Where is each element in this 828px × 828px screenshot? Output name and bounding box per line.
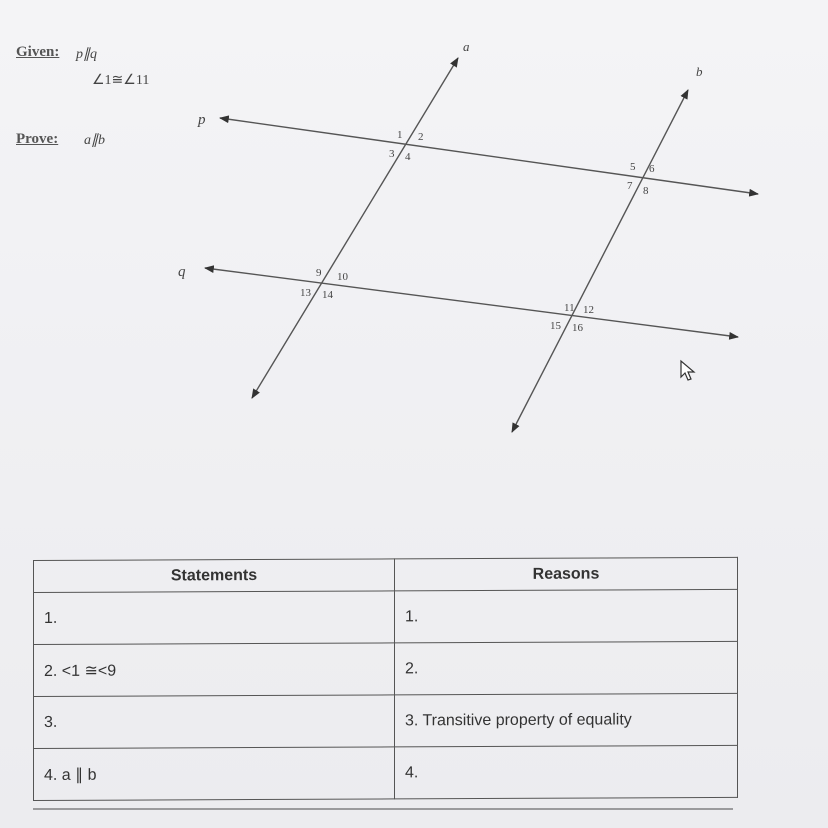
statement-3[interactable]: 3.	[34, 695, 395, 749]
angle-6: 6	[649, 163, 655, 175]
header-statements: Statements	[34, 559, 395, 593]
angle-2: 2	[418, 131, 424, 143]
statement-2[interactable]: 2. <1 ≅<9	[34, 643, 395, 697]
angle-10: 10	[337, 271, 348, 283]
reason-1[interactable]: 1.	[395, 589, 738, 642]
statement-4[interactable]: 4. a ∥ b	[34, 747, 395, 801]
line-q	[205, 268, 738, 337]
angle-13: 13	[300, 287, 311, 299]
line-a	[252, 58, 458, 398]
page-divider	[33, 808, 733, 810]
angle-9: 9	[316, 267, 322, 279]
line-label-q: q	[178, 264, 186, 280]
header-reasons: Reasons	[395, 557, 738, 590]
line-b	[512, 90, 688, 432]
angle-15: 15	[550, 320, 561, 332]
line-label-a: a	[463, 39, 470, 54]
reason-4[interactable]: 4.	[395, 745, 738, 798]
line-p	[220, 118, 758, 194]
angle-5: 5	[630, 161, 636, 173]
angle-3: 3	[389, 148, 395, 160]
angle-1: 1	[397, 129, 403, 141]
prove-statement: a∥b	[84, 133, 105, 148]
angle-11: 11	[564, 302, 575, 314]
angle-4: 4	[405, 151, 411, 163]
angle-12: 12	[583, 304, 594, 316]
given-label: Given:	[16, 44, 60, 60]
table-row	[34, 641, 738, 696]
table-row	[34, 589, 738, 644]
reason-3[interactable]: 3. Transitive property of equality	[395, 693, 738, 746]
given-statement-angles: ∠1≅∠11	[92, 73, 150, 88]
proof-table	[33, 557, 738, 801]
angle-14: 14	[322, 289, 333, 301]
angle-7: 7	[627, 180, 633, 192]
prove-label: Prove:	[16, 131, 59, 147]
angle-8: 8	[643, 185, 649, 197]
reason-2[interactable]: 2.	[395, 641, 738, 694]
line-label-p: p	[198, 112, 206, 128]
angle-16: 16	[572, 322, 583, 334]
table-row	[34, 693, 738, 748]
line-label-b: b	[696, 64, 703, 79]
table-row	[34, 745, 738, 800]
given-statement-parallel: p∥q	[76, 47, 97, 62]
statement-1[interactable]: 1.	[34, 591, 395, 645]
mouse-cursor-icon	[681, 361, 694, 380]
